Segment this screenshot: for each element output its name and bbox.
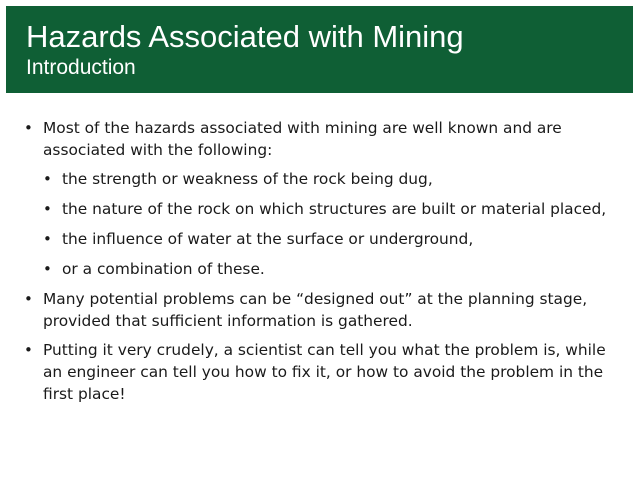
slide-body <box>24 117 624 412</box>
slide-subtitle: Introduction <box>26 56 136 79</box>
bullet-item <box>24 288 624 332</box>
bullet-text: Most of the hazards associated with mining are well known and are associated with the following: <box>43 119 562 159</box>
bullet-dot-icon: • <box>43 230 52 248</box>
bullet-text: Many potential problems can be “designed out” at the planning stage, provided that sufficient information is gathered. <box>43 290 588 330</box>
sub-bullet-item <box>24 198 624 220</box>
sub-bullet-item <box>24 168 624 190</box>
bullet-dot-icon: • <box>43 200 52 218</box>
bullet-item <box>24 339 624 405</box>
bullet-dot-icon: • <box>43 260 52 278</box>
bullet-dot-icon: • <box>43 170 52 188</box>
sub-bullet-text: the influence of water at the surface or underground, <box>62 230 474 248</box>
sub-bullet-item <box>24 228 624 250</box>
bullet-dot-icon: • <box>24 290 33 308</box>
bullet-dot-icon: • <box>24 341 33 359</box>
sub-bullet-item <box>24 258 624 280</box>
sub-bullet-text: or a combination of these. <box>62 260 265 278</box>
bullet-text: Putting it very crudely, a scientist can tell you what the problem is, while an engineer can tell you how to fix it, or how to avoid the problem in the first place! <box>43 341 606 403</box>
bullet-dot-icon: • <box>24 119 33 137</box>
sub-bullet-text: the strength or weakness of the rock being dug, <box>62 170 433 188</box>
sub-bullet-text: the nature of the rock on which structures are built or material placed, <box>62 200 607 218</box>
slide-title: Hazards Associated with Mining <box>26 19 464 54</box>
slide-header <box>6 6 633 93</box>
bullet-item <box>24 117 624 161</box>
